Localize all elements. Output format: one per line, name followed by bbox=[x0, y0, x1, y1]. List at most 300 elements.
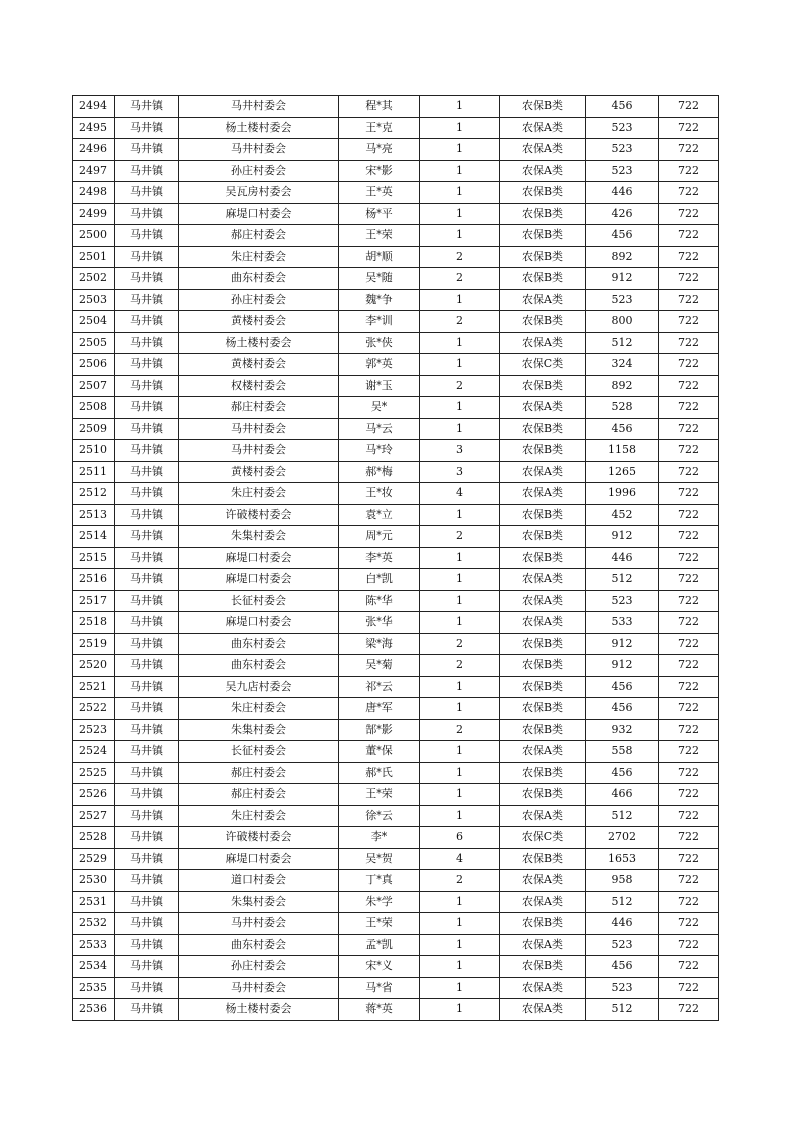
amount-cell: 446 bbox=[586, 913, 659, 935]
amount-cell: 912 bbox=[586, 633, 659, 655]
code-cell: 722 bbox=[659, 719, 719, 741]
category-cell: 农保A类 bbox=[500, 289, 586, 311]
household-size-cell: 1 bbox=[420, 332, 500, 354]
name-cell: 李* bbox=[339, 827, 420, 849]
table-row bbox=[73, 461, 719, 483]
town-cell: 马井镇 bbox=[115, 354, 179, 376]
code-cell: 722 bbox=[659, 225, 719, 247]
amount-cell: 523 bbox=[586, 934, 659, 956]
name-cell: 梁*海 bbox=[339, 633, 420, 655]
code-cell: 722 bbox=[659, 483, 719, 505]
name-cell: 李*英 bbox=[339, 547, 420, 569]
name-cell: 马*玲 bbox=[339, 440, 420, 462]
amount-cell: 932 bbox=[586, 719, 659, 741]
name-cell: 唐*军 bbox=[339, 698, 420, 720]
table-row bbox=[73, 96, 719, 118]
code-cell: 722 bbox=[659, 848, 719, 870]
table-row bbox=[73, 268, 719, 290]
amount-cell: 523 bbox=[586, 590, 659, 612]
code-cell: 722 bbox=[659, 913, 719, 935]
table-row bbox=[73, 848, 719, 870]
row-number-cell: 2530 bbox=[73, 870, 115, 892]
household-size-cell: 1 bbox=[420, 590, 500, 612]
code-cell: 722 bbox=[659, 999, 719, 1021]
village-cell: 马井村委会 bbox=[179, 440, 339, 462]
category-cell: 农保B类 bbox=[500, 655, 586, 677]
town-cell: 马井镇 bbox=[115, 784, 179, 806]
row-number-cell: 2494 bbox=[73, 96, 115, 118]
town-cell: 马井镇 bbox=[115, 461, 179, 483]
name-cell: 张*华 bbox=[339, 612, 420, 634]
row-number-cell: 2529 bbox=[73, 848, 115, 870]
village-cell: 朱庄村委会 bbox=[179, 698, 339, 720]
town-cell: 马井镇 bbox=[115, 526, 179, 548]
village-cell: 吴九店村委会 bbox=[179, 676, 339, 698]
household-size-cell: 2 bbox=[420, 719, 500, 741]
amount-cell: 456 bbox=[586, 96, 659, 118]
category-cell: 农保B类 bbox=[500, 418, 586, 440]
household-size-cell: 1 bbox=[420, 934, 500, 956]
category-cell: 农保B类 bbox=[500, 762, 586, 784]
name-cell: 谢*玉 bbox=[339, 375, 420, 397]
household-size-cell: 3 bbox=[420, 440, 500, 462]
table-row bbox=[73, 182, 719, 204]
town-cell: 马井镇 bbox=[115, 848, 179, 870]
table-row bbox=[73, 375, 719, 397]
village-cell: 杨土楼村委会 bbox=[179, 332, 339, 354]
town-cell: 马井镇 bbox=[115, 762, 179, 784]
town-cell: 马井镇 bbox=[115, 891, 179, 913]
code-cell: 722 bbox=[659, 526, 719, 548]
name-cell: 蒋*英 bbox=[339, 999, 420, 1021]
table-row bbox=[73, 483, 719, 505]
table-row bbox=[73, 805, 719, 827]
town-cell: 马井镇 bbox=[115, 719, 179, 741]
code-cell: 722 bbox=[659, 934, 719, 956]
row-number-cell: 2521 bbox=[73, 676, 115, 698]
town-cell: 马井镇 bbox=[115, 827, 179, 849]
code-cell: 722 bbox=[659, 182, 719, 204]
household-size-cell: 1 bbox=[420, 96, 500, 118]
village-cell: 杨土楼村委会 bbox=[179, 117, 339, 139]
village-cell: 郝庄村委会 bbox=[179, 784, 339, 806]
row-number-cell: 2509 bbox=[73, 418, 115, 440]
name-cell: 王*妆 bbox=[339, 483, 420, 505]
name-cell: 丁*真 bbox=[339, 870, 420, 892]
name-cell: 周*元 bbox=[339, 526, 420, 548]
town-cell: 马井镇 bbox=[115, 225, 179, 247]
amount-cell: 528 bbox=[586, 397, 659, 419]
row-number-cell: 2516 bbox=[73, 569, 115, 591]
code-cell: 722 bbox=[659, 160, 719, 182]
amount-cell: 456 bbox=[586, 418, 659, 440]
code-cell: 722 bbox=[659, 676, 719, 698]
category-cell: 农保A类 bbox=[500, 461, 586, 483]
code-cell: 722 bbox=[659, 397, 719, 419]
row-number-cell: 2510 bbox=[73, 440, 115, 462]
village-cell: 朱集村委会 bbox=[179, 526, 339, 548]
amount-cell: 912 bbox=[586, 526, 659, 548]
table-row bbox=[73, 612, 719, 634]
table-row bbox=[73, 676, 719, 698]
code-cell: 722 bbox=[659, 311, 719, 333]
table-row bbox=[73, 956, 719, 978]
amount-cell: 892 bbox=[586, 375, 659, 397]
code-cell: 722 bbox=[659, 139, 719, 161]
table-row bbox=[73, 870, 719, 892]
household-size-cell: 1 bbox=[420, 784, 500, 806]
village-cell: 孙庄村委会 bbox=[179, 956, 339, 978]
town-cell: 马井镇 bbox=[115, 268, 179, 290]
village-cell: 许破楼村委会 bbox=[179, 827, 339, 849]
category-cell: 农保B类 bbox=[500, 913, 586, 935]
name-cell: 杨*平 bbox=[339, 203, 420, 225]
town-cell: 马井镇 bbox=[115, 203, 179, 225]
town-cell: 马井镇 bbox=[115, 289, 179, 311]
table-row bbox=[73, 289, 719, 311]
name-cell: 祁*云 bbox=[339, 676, 420, 698]
town-cell: 马井镇 bbox=[115, 698, 179, 720]
table-row bbox=[73, 332, 719, 354]
name-cell: 宋*影 bbox=[339, 160, 420, 182]
household-size-cell: 6 bbox=[420, 827, 500, 849]
household-size-cell: 2 bbox=[420, 268, 500, 290]
table-row bbox=[73, 891, 719, 913]
village-cell: 朱庄村委会 bbox=[179, 483, 339, 505]
row-number-cell: 2520 bbox=[73, 655, 115, 677]
village-cell: 麻堤口村委会 bbox=[179, 547, 339, 569]
row-number-cell: 2511 bbox=[73, 461, 115, 483]
category-cell: 农保B类 bbox=[500, 784, 586, 806]
code-cell: 722 bbox=[659, 289, 719, 311]
category-cell: 农保B类 bbox=[500, 547, 586, 569]
household-size-cell: 2 bbox=[420, 870, 500, 892]
row-number-cell: 2500 bbox=[73, 225, 115, 247]
name-cell: 胡*顺 bbox=[339, 246, 420, 268]
village-cell: 长征村委会 bbox=[179, 590, 339, 612]
household-size-cell: 1 bbox=[420, 805, 500, 827]
amount-cell: 1653 bbox=[586, 848, 659, 870]
household-size-cell: 3 bbox=[420, 461, 500, 483]
town-cell: 马井镇 bbox=[115, 418, 179, 440]
amount-cell: 523 bbox=[586, 117, 659, 139]
category-cell: 农保B类 bbox=[500, 182, 586, 204]
table-row bbox=[73, 311, 719, 333]
code-cell: 722 bbox=[659, 977, 719, 999]
name-cell: 王*荣 bbox=[339, 913, 420, 935]
town-cell: 马井镇 bbox=[115, 96, 179, 118]
household-size-cell: 1 bbox=[420, 891, 500, 913]
table-row bbox=[73, 547, 719, 569]
town-cell: 马井镇 bbox=[115, 375, 179, 397]
code-cell: 722 bbox=[659, 332, 719, 354]
amount-cell: 523 bbox=[586, 160, 659, 182]
name-cell: 郭*英 bbox=[339, 354, 420, 376]
amount-cell: 523 bbox=[586, 139, 659, 161]
table-row bbox=[73, 762, 719, 784]
name-cell: 吴*随 bbox=[339, 268, 420, 290]
category-cell: 农保A类 bbox=[500, 805, 586, 827]
town-cell: 马井镇 bbox=[115, 870, 179, 892]
row-number-cell: 2528 bbox=[73, 827, 115, 849]
code-cell: 722 bbox=[659, 655, 719, 677]
row-number-cell: 2508 bbox=[73, 397, 115, 419]
row-number-cell: 2532 bbox=[73, 913, 115, 935]
code-cell: 722 bbox=[659, 547, 719, 569]
category-cell: 农保A类 bbox=[500, 999, 586, 1021]
row-number-cell: 2527 bbox=[73, 805, 115, 827]
table-row bbox=[73, 913, 719, 935]
row-number-cell: 2525 bbox=[73, 762, 115, 784]
amount-cell: 912 bbox=[586, 268, 659, 290]
household-size-cell: 1 bbox=[420, 569, 500, 591]
code-cell: 722 bbox=[659, 827, 719, 849]
amount-cell: 456 bbox=[586, 762, 659, 784]
table-row bbox=[73, 504, 719, 526]
amount-cell: 512 bbox=[586, 999, 659, 1021]
code-cell: 722 bbox=[659, 956, 719, 978]
town-cell: 马井镇 bbox=[115, 160, 179, 182]
household-size-cell: 1 bbox=[420, 160, 500, 182]
town-cell: 马井镇 bbox=[115, 655, 179, 677]
amount-cell: 800 bbox=[586, 311, 659, 333]
household-size-cell: 1 bbox=[420, 698, 500, 720]
table-row bbox=[73, 698, 719, 720]
category-cell: 农保B类 bbox=[500, 848, 586, 870]
table-row bbox=[73, 590, 719, 612]
row-number-cell: 2526 bbox=[73, 784, 115, 806]
amount-cell: 1158 bbox=[586, 440, 659, 462]
amount-cell: 512 bbox=[586, 332, 659, 354]
amount-cell: 558 bbox=[586, 741, 659, 763]
row-number-cell: 2503 bbox=[73, 289, 115, 311]
village-cell: 曲东村委会 bbox=[179, 268, 339, 290]
name-cell: 王*英 bbox=[339, 182, 420, 204]
amount-cell: 426 bbox=[586, 203, 659, 225]
category-cell: 农保A类 bbox=[500, 332, 586, 354]
table-row bbox=[73, 117, 719, 139]
row-number-cell: 2523 bbox=[73, 719, 115, 741]
village-cell: 吴瓦房村委会 bbox=[179, 182, 339, 204]
amount-cell: 533 bbox=[586, 612, 659, 634]
table-row bbox=[73, 741, 719, 763]
code-cell: 722 bbox=[659, 354, 719, 376]
village-cell: 麻堤口村委会 bbox=[179, 612, 339, 634]
name-cell: 白*凯 bbox=[339, 569, 420, 591]
table-row bbox=[73, 655, 719, 677]
amount-cell: 452 bbox=[586, 504, 659, 526]
town-cell: 马井镇 bbox=[115, 741, 179, 763]
category-cell: 农保B类 bbox=[500, 375, 586, 397]
town-cell: 马井镇 bbox=[115, 311, 179, 333]
category-cell: 农保A类 bbox=[500, 590, 586, 612]
amount-cell: 892 bbox=[586, 246, 659, 268]
row-number-cell: 2534 bbox=[73, 956, 115, 978]
row-number-cell: 2495 bbox=[73, 117, 115, 139]
code-cell: 722 bbox=[659, 805, 719, 827]
category-cell: 农保B类 bbox=[500, 698, 586, 720]
table-row bbox=[73, 526, 719, 548]
category-cell: 农保B类 bbox=[500, 246, 586, 268]
code-cell: 722 bbox=[659, 440, 719, 462]
category-cell: 农保B类 bbox=[500, 440, 586, 462]
household-size-cell: 1 bbox=[420, 225, 500, 247]
amount-cell: 446 bbox=[586, 547, 659, 569]
village-cell: 曲东村委会 bbox=[179, 655, 339, 677]
name-cell: 张*侠 bbox=[339, 332, 420, 354]
village-cell: 曲东村委会 bbox=[179, 934, 339, 956]
household-size-cell: 1 bbox=[420, 139, 500, 161]
row-number-cell: 2513 bbox=[73, 504, 115, 526]
table-row bbox=[73, 203, 719, 225]
name-cell: 李*训 bbox=[339, 311, 420, 333]
name-cell: 吴*贺 bbox=[339, 848, 420, 870]
name-cell: 吴* bbox=[339, 397, 420, 419]
category-cell: 农保C类 bbox=[500, 827, 586, 849]
table-row bbox=[73, 569, 719, 591]
household-size-cell: 1 bbox=[420, 117, 500, 139]
category-cell: 农保B类 bbox=[500, 268, 586, 290]
amount-cell: 512 bbox=[586, 805, 659, 827]
village-cell: 郝庄村委会 bbox=[179, 397, 339, 419]
village-cell: 朱集村委会 bbox=[179, 891, 339, 913]
village-cell: 马井村委会 bbox=[179, 913, 339, 935]
village-cell: 长征村委会 bbox=[179, 741, 339, 763]
table-row bbox=[73, 225, 719, 247]
amount-cell: 456 bbox=[586, 225, 659, 247]
code-cell: 722 bbox=[659, 418, 719, 440]
table-row bbox=[73, 719, 719, 741]
village-cell: 朱庄村委会 bbox=[179, 246, 339, 268]
code-cell: 722 bbox=[659, 96, 719, 118]
town-cell: 马井镇 bbox=[115, 504, 179, 526]
name-cell: 魏*争 bbox=[339, 289, 420, 311]
code-cell: 722 bbox=[659, 504, 719, 526]
village-cell: 杨土楼村委会 bbox=[179, 999, 339, 1021]
household-size-cell: 1 bbox=[420, 676, 500, 698]
household-size-cell: 1 bbox=[420, 612, 500, 634]
village-cell: 马井村委会 bbox=[179, 977, 339, 999]
code-cell: 722 bbox=[659, 117, 719, 139]
amount-cell: 523 bbox=[586, 977, 659, 999]
row-number-cell: 2496 bbox=[73, 139, 115, 161]
name-cell: 郜*影 bbox=[339, 719, 420, 741]
code-cell: 722 bbox=[659, 762, 719, 784]
town-cell: 马井镇 bbox=[115, 483, 179, 505]
row-number-cell: 2498 bbox=[73, 182, 115, 204]
name-cell: 宋*义 bbox=[339, 956, 420, 978]
household-size-cell: 1 bbox=[420, 504, 500, 526]
row-number-cell: 2507 bbox=[73, 375, 115, 397]
category-cell: 农保B类 bbox=[500, 526, 586, 548]
village-cell: 麻堤口村委会 bbox=[179, 848, 339, 870]
category-cell: 农保B类 bbox=[500, 96, 586, 118]
household-size-cell: 1 bbox=[420, 354, 500, 376]
row-number-cell: 2497 bbox=[73, 160, 115, 182]
amount-cell: 466 bbox=[586, 784, 659, 806]
category-cell: 农保B类 bbox=[500, 225, 586, 247]
table-row bbox=[73, 827, 719, 849]
roster-table bbox=[72, 95, 719, 1021]
code-cell: 722 bbox=[659, 375, 719, 397]
town-cell: 马井镇 bbox=[115, 977, 179, 999]
town-cell: 马井镇 bbox=[115, 999, 179, 1021]
code-cell: 722 bbox=[659, 870, 719, 892]
household-size-cell: 2 bbox=[420, 633, 500, 655]
household-size-cell: 1 bbox=[420, 397, 500, 419]
code-cell: 722 bbox=[659, 569, 719, 591]
table-row bbox=[73, 418, 719, 440]
name-cell: 董*保 bbox=[339, 741, 420, 763]
category-cell: 农保A类 bbox=[500, 397, 586, 419]
name-cell: 郝*梅 bbox=[339, 461, 420, 483]
town-cell: 马井镇 bbox=[115, 956, 179, 978]
town-cell: 马井镇 bbox=[115, 612, 179, 634]
household-size-cell: 1 bbox=[420, 182, 500, 204]
town-cell: 马井镇 bbox=[115, 676, 179, 698]
household-size-cell: 1 bbox=[420, 203, 500, 225]
table-row bbox=[73, 139, 719, 161]
name-cell: 马*云 bbox=[339, 418, 420, 440]
amount-cell: 1996 bbox=[586, 483, 659, 505]
category-cell: 农保A类 bbox=[500, 977, 586, 999]
category-cell: 农保A类 bbox=[500, 160, 586, 182]
row-number-cell: 2522 bbox=[73, 698, 115, 720]
amount-cell: 512 bbox=[586, 569, 659, 591]
category-cell: 农保B类 bbox=[500, 504, 586, 526]
household-size-cell: 1 bbox=[420, 418, 500, 440]
name-cell: 王*克 bbox=[339, 117, 420, 139]
village-cell: 麻堤口村委会 bbox=[179, 203, 339, 225]
name-cell: 马*亮 bbox=[339, 139, 420, 161]
name-cell: 朱*学 bbox=[339, 891, 420, 913]
category-cell: 农保B类 bbox=[500, 203, 586, 225]
town-cell: 马井镇 bbox=[115, 569, 179, 591]
amount-cell: 324 bbox=[586, 354, 659, 376]
name-cell: 孟*凯 bbox=[339, 934, 420, 956]
town-cell: 马井镇 bbox=[115, 246, 179, 268]
category-cell: 农保A类 bbox=[500, 741, 586, 763]
village-cell: 道口村委会 bbox=[179, 870, 339, 892]
name-cell: 袁*立 bbox=[339, 504, 420, 526]
row-number-cell: 2504 bbox=[73, 311, 115, 333]
name-cell: 陈*华 bbox=[339, 590, 420, 612]
amount-cell: 1265 bbox=[586, 461, 659, 483]
town-cell: 马井镇 bbox=[115, 547, 179, 569]
amount-cell: 446 bbox=[586, 182, 659, 204]
code-cell: 722 bbox=[659, 268, 719, 290]
category-cell: 农保B类 bbox=[500, 633, 586, 655]
table-row bbox=[73, 784, 719, 806]
village-cell: 黄楼村委会 bbox=[179, 461, 339, 483]
household-size-cell: 1 bbox=[420, 741, 500, 763]
category-cell: 农保B类 bbox=[500, 956, 586, 978]
village-cell: 许破楼村委会 bbox=[179, 504, 339, 526]
household-size-cell: 1 bbox=[420, 547, 500, 569]
table-row bbox=[73, 397, 719, 419]
row-number-cell: 2518 bbox=[73, 612, 115, 634]
village-cell: 黄楼村委会 bbox=[179, 311, 339, 333]
code-cell: 722 bbox=[659, 590, 719, 612]
name-cell: 徐*云 bbox=[339, 805, 420, 827]
town-cell: 马井镇 bbox=[115, 332, 179, 354]
town-cell: 马井镇 bbox=[115, 805, 179, 827]
village-cell: 麻堤口村委会 bbox=[179, 569, 339, 591]
table-row bbox=[73, 999, 719, 1021]
name-cell: 王*荣 bbox=[339, 225, 420, 247]
code-cell: 722 bbox=[659, 246, 719, 268]
category-cell: 农保A类 bbox=[500, 934, 586, 956]
